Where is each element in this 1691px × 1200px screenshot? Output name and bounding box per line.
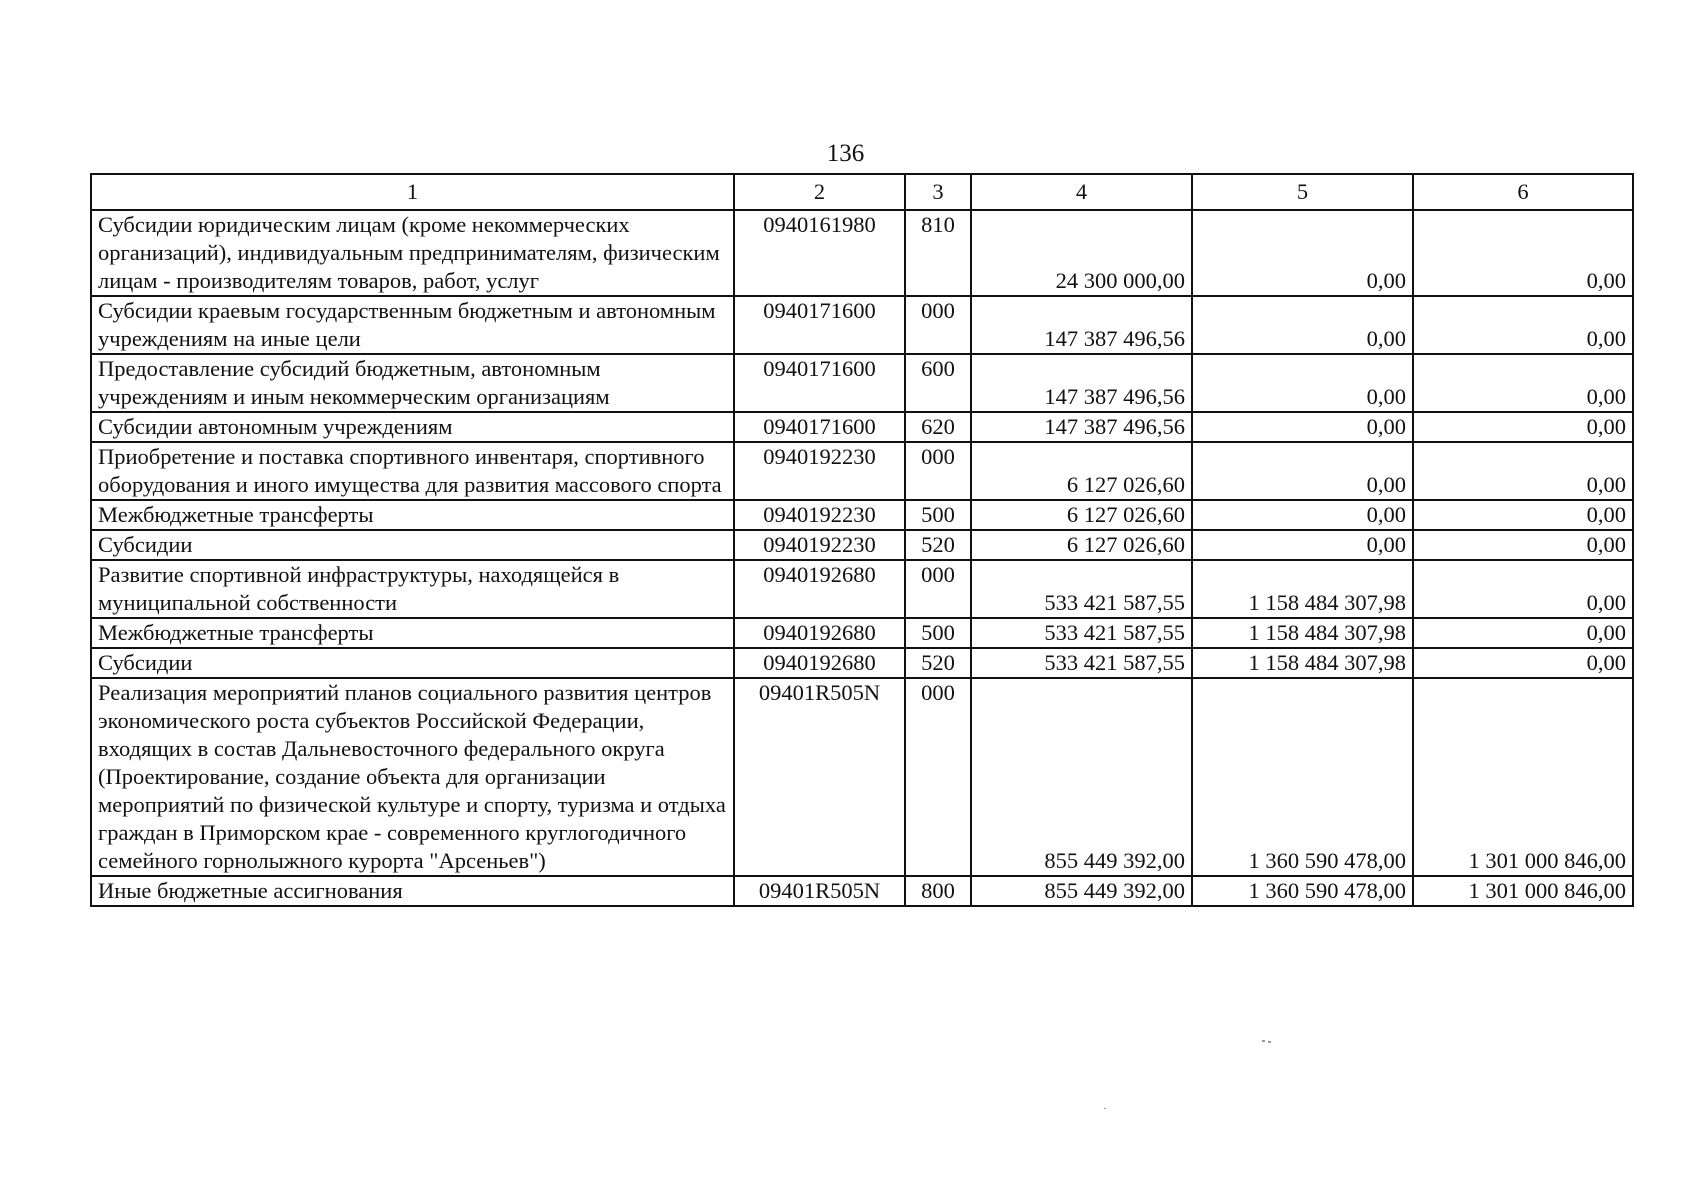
row-code: 0940192230 — [734, 500, 905, 530]
row-kind: 810 — [905, 210, 971, 296]
row-code: 0940171600 — [734, 412, 905, 442]
row-name: Развитие спортивной инфраструктуры, находящейся в муниципальной собственности — [91, 560, 734, 618]
row-amount-6: 0,00 — [1413, 296, 1633, 354]
row-name: Субсидии юридическим лицам (кроме некоммерческих организаций), индивидуальным предпринимателям, физическим лицам - производителям товаров, работ, услуг — [91, 210, 734, 296]
row-code: 0940192230 — [734, 530, 905, 560]
row-amount-4: 533 421 587,55 — [971, 560, 1192, 618]
row-kind: 620 — [905, 412, 971, 442]
row-amount-6: 1 301 000 846,00 — [1413, 876, 1633, 906]
row-code: 0940171600 — [734, 296, 905, 354]
row-amount-6: 0,00 — [1413, 618, 1633, 648]
row-amount-6: 1 301 000 846,00 — [1413, 678, 1633, 876]
row-amount-5: 0,00 — [1192, 530, 1413, 560]
row-name: Приобретение и поставка спортивного инвентаря, спортивного оборудования и иного имущества для развития массового спорта — [91, 442, 734, 500]
column-header-2: 2 — [734, 174, 905, 210]
row-amount-6: 0,00 — [1413, 648, 1633, 678]
column-header-6: 6 — [1413, 174, 1633, 210]
scan-speck — [1104, 1108, 1106, 1109]
row-code: 0940192680 — [734, 618, 905, 648]
row-amount-6: 0,00 — [1413, 530, 1633, 560]
row-amount-6: 0,00 — [1413, 412, 1633, 442]
row-code: 0940161980 — [734, 210, 905, 296]
row-code: 09401R505N — [734, 876, 905, 906]
row-amount-6: 0,00 — [1413, 500, 1633, 530]
row-amount-6: 0,00 — [1413, 560, 1633, 618]
row-amount-6: 0,00 — [1413, 354, 1633, 412]
row-amount-4: 533 421 587,55 — [971, 618, 1192, 648]
table-row — [91, 530, 1633, 560]
row-amount-5: 1 158 484 307,98 — [1192, 648, 1413, 678]
row-amount-4: 147 387 496,56 — [971, 296, 1192, 354]
table-row — [91, 560, 1633, 618]
column-header-3: 3 — [905, 174, 971, 210]
table-row — [91, 648, 1633, 678]
row-name: Субсидии краевым государственным бюджетным и автономным учреждениям на иные цели — [91, 296, 734, 354]
budget-table — [90, 173, 1634, 907]
row-kind: 000 — [905, 296, 971, 354]
row-amount-4: 855 449 392,00 — [971, 876, 1192, 906]
row-name: Субсидии автономным учреждениям — [91, 412, 734, 442]
row-amount-4: 6 127 026,60 — [971, 500, 1192, 530]
row-amount-4: 6 127 026,60 — [971, 530, 1192, 560]
row-amount-5: 0,00 — [1192, 354, 1413, 412]
table-row — [91, 296, 1633, 354]
row-amount-4: 24 300 000,00 — [971, 210, 1192, 296]
scan-speck — [1268, 1041, 1271, 1043]
row-amount-4: 147 387 496,56 — [971, 412, 1192, 442]
page-number: 136 — [826, 140, 865, 167]
row-amount-5: 0,00 — [1192, 296, 1413, 354]
row-name: Реализация мероприятий планов социального развития центров экономического роста субъектов Российской Федерации, входящих в состав Дальневосточного федерального округа (Проектирование, создание объекта для организации мероприятий по физической культуре и спорту, туризма и отдыха граждан в Приморском крае - современного круглогодичного семейного горнолыжного курорта "Арсеньев") — [91, 678, 734, 876]
row-kind: 520 — [905, 648, 971, 678]
row-code: 0940192680 — [734, 560, 905, 618]
row-kind: 500 — [905, 618, 971, 648]
row-name: Межбюджетные трансферты — [91, 618, 734, 648]
row-code: 0940192230 — [734, 442, 905, 500]
table-row — [91, 412, 1633, 442]
row-name: Предоставление субсидий бюджетным, автономным учреждениям и иным некоммерческим организациям — [91, 354, 734, 412]
row-amount-5: 1 158 484 307,98 — [1192, 618, 1413, 648]
row-code: 09401R505N — [734, 678, 905, 876]
row-amount-5: 0,00 — [1192, 442, 1413, 500]
row-amount-4: 855 449 392,00 — [971, 678, 1192, 876]
table-row — [91, 678, 1633, 876]
row-name: Субсидии — [91, 648, 734, 678]
header-row — [91, 174, 1633, 210]
row-code: 0940192680 — [734, 648, 905, 678]
row-amount-6: 0,00 — [1413, 442, 1633, 500]
row-amount-4: 147 387 496,56 — [971, 354, 1192, 412]
row-amount-5: 0,00 — [1192, 412, 1413, 442]
table-row — [91, 876, 1633, 906]
row-amount-4: 533 421 587,55 — [971, 648, 1192, 678]
row-amount-5: 0,00 — [1192, 500, 1413, 530]
table-row — [91, 210, 1633, 296]
row-name: Межбюджетные трансферты — [91, 500, 734, 530]
scan-speck — [1262, 1040, 1265, 1042]
row-name: Субсидии — [91, 530, 734, 560]
row-kind: 500 — [905, 500, 971, 530]
row-kind: 000 — [905, 678, 971, 876]
row-kind: 600 — [905, 354, 971, 412]
row-amount-5: 0,00 — [1192, 210, 1413, 296]
column-header-1: 1 — [91, 174, 734, 210]
row-code: 0940171600 — [734, 354, 905, 412]
column-header-4: 4 — [971, 174, 1192, 210]
row-amount-6: 0,00 — [1413, 210, 1633, 296]
row-amount-5: 1 158 484 307,98 — [1192, 560, 1413, 618]
row-name: Иные бюджетные ассигнования — [91, 876, 734, 906]
table-row — [91, 442, 1633, 500]
row-amount-5: 1 360 590 478,00 — [1192, 678, 1413, 876]
row-amount-4: 6 127 026,60 — [971, 442, 1192, 500]
table-row — [91, 618, 1633, 648]
table-row — [91, 500, 1633, 530]
row-kind: 800 — [905, 876, 971, 906]
table-row — [91, 354, 1633, 412]
column-header-5: 5 — [1192, 174, 1413, 210]
row-amount-5: 1 360 590 478,00 — [1192, 876, 1413, 906]
row-kind: 000 — [905, 560, 971, 618]
row-kind: 000 — [905, 442, 971, 500]
row-kind: 520 — [905, 530, 971, 560]
